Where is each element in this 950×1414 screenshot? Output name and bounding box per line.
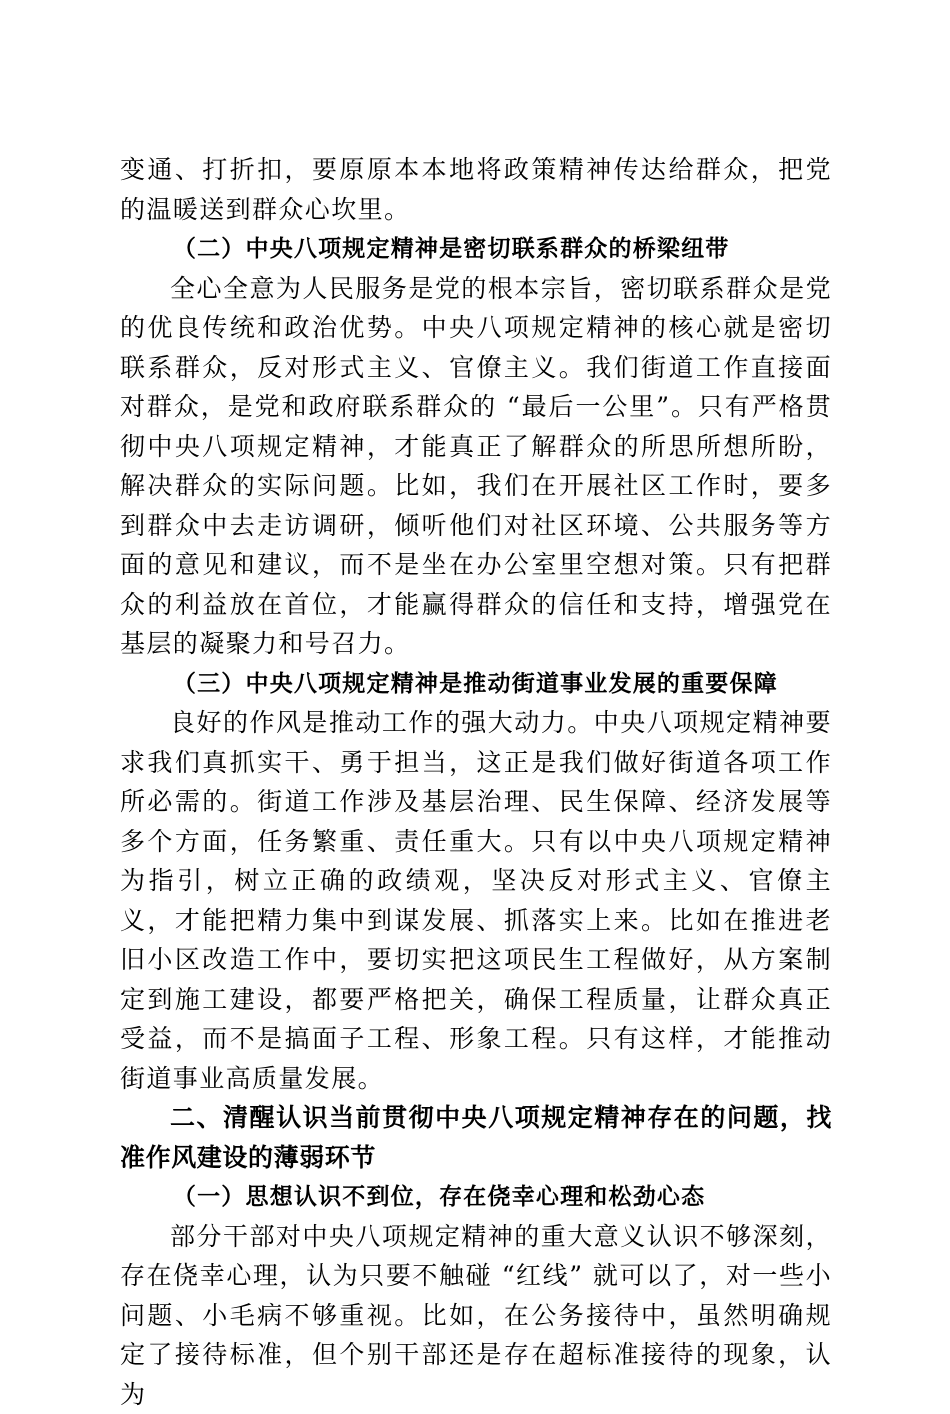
document-page bbox=[120, 150, 832, 1414]
section-heading-2: 二、清醒认识当前贯彻中央八项规定精神存在的问题，找准作风建设的薄弱环节 bbox=[120, 1098, 832, 1177]
paragraph-body: 部分干部对中央八项规定精神的重大意义认识不够深刻，存在侥幸心理，认为只要不触碰 “红线” 就可以了，对一些小问题、小毛病不够重视。比如，在公务接待中，虽然明确规定了接待标准，但个别干部还是存在超标准接待的现象，认为 bbox=[120, 1217, 832, 1414]
paragraph-body: 良好的作风是推动工作的强大动力。中央八项规定精神要求我们真抓实干、勇于担当，这正是我们做好街道各项工作所必需的。街道工作涉及基层治理、民生保障、经济发展等多个方面，任务繁重、责任重大。只有以中央八项规定精神为指引，树立正确的政绩观，坚决反对形式主义、官僚主义，才能把精力集中到谋发展、抓落实上来。比如在推进老旧小区改造工作中，要切实把这项民生工程做好，从方案制定到施工建设，都要严格把关，确保工程质量，让群众真正受益，而不是搞面子工程、形象工程。只有这样，才能推动街道事业高质量发展。 bbox=[120, 703, 832, 1098]
subsection-heading-1: （一）思想认识不到位，存在侥幸心理和松劲心态 bbox=[120, 1177, 832, 1217]
paragraph-body: 全心全意为人民服务是党的根本宗旨，密切联系群众是党的优良传统和政治优势。中央八项规定精神的核心就是密切联系群众，反对形式主义、官僚主义。我们街道工作直接面对群众，是党和政府联系群众的 “最后一公里”。只有严格贯彻中央八项规定精神，才能真正了解群众的所思所想所盼，解决群众的实际问题。比如，我们在开展社区工作时，要多到群众中去走访调研，倾听他们对社区环境、公共服务等方面的意见和建议，而不是坐在办公室里空想对策。只有把群众的利益放在首位，才能赢得群众的信任和支持，增强党在基层的凝聚力和号召力。 bbox=[120, 269, 832, 664]
paragraph-continuation: 变通、打折扣，要原原本本地将政策精神传达给群众，把党的温暖送到群众心坎里。 bbox=[120, 150, 832, 229]
subsection-heading-2: （二）中央八项规定精神是密切联系群众的桥梁纽带 bbox=[120, 229, 832, 269]
subsection-heading-3: （三）中央八项规定精神是推动街道事业发展的重要保障 bbox=[120, 664, 832, 704]
